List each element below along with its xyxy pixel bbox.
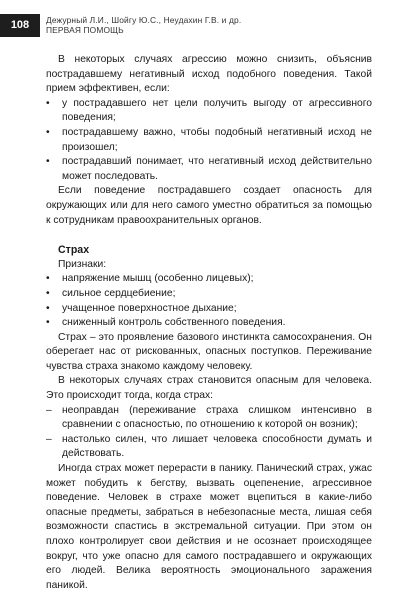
book-authors: Дежурный Л.И., Шойгу Ю.С., Неудахин Г.В. и др.: [46, 15, 242, 25]
section-heading-fear: Страх: [58, 244, 90, 257]
danger-paragraph: Если поведение пострадавшего создает опасность для окружающих или для него самого уместно обратиться за помощью к сотрудникам правоохранительных органов.: [46, 185, 372, 226]
page-number: 108: [0, 14, 40, 37]
list-item: • пострадавшему важно, чтобы подобный негативный исход не произошел;: [46, 126, 372, 155]
fear-danger-paragraph: В некоторых случаях страх становится опасным для человека. Это происходит тогда, когда страх:: [46, 375, 372, 402]
list-item: – настолько силен, что лишает человека способности думать и действовать.: [46, 433, 372, 462]
fear-signs-list: [46, 272, 372, 330]
list-item: • напряжение мышц (особенно лицевых);: [46, 272, 372, 287]
page-body: [46, 53, 372, 593]
list-item: • сниженный контроль собственного поведения.: [46, 316, 372, 331]
list-item: • пострадавший понимает, что негативный исход действительно может последовать.: [46, 155, 372, 184]
fear-definition-paragraph: Страх – это проявление базового инстинкта самосохранения. Он оберегает нас от рискованных, опасных поступков. Переживание чувства страха знакомо каждому человеку.: [46, 331, 372, 372]
panic-paragraph: Иногда страх может перерасти в панику. Панический страх, ужас может побудить к бегству, вызвать оцепенение, агрессивное поведение. Человек в страхе может вцепиться в какие-либо опасные предметы, забраться в небезопасные места, лишая себя возможности спастись в экстремальной ситуации. При этом он плохо контролирует свои действия и не осознает происходящее вокруг, что уже опасно для самого пострадавшего и окружающих его людей. Велика вероятность эмоционального заражения паникой.: [46, 463, 372, 591]
aggression-paragraph: В некоторых случаях агрессию можно снизить, объяснив пострадавшему негативный исход подобного поведения. Такой прием эффективен, если:: [46, 54, 372, 95]
signs-label: Признаки:: [58, 258, 107, 270]
list-item: • учащенное поверхностное дыхание;: [46, 302, 372, 317]
list-item: – неоправдан (переживание страха слишком интенсивно в сравнении с опасностью, по отношению к которой он возник);: [46, 404, 372, 433]
aggression-conditions-list: [46, 97, 372, 185]
running-head-text: [46, 15, 241, 35]
fear-danger-list: [46, 404, 372, 462]
list-item: • у пострадавшего нет цели получить выгоду от агрессивного поведения;: [46, 97, 372, 126]
section-spacer: [46, 228, 372, 243]
running-header: [0, 0, 414, 40]
list-item: • сильное сердцебиение;: [46, 287, 372, 302]
book-title: ПЕРВАЯ ПОМОЩЬ: [46, 25, 124, 35]
